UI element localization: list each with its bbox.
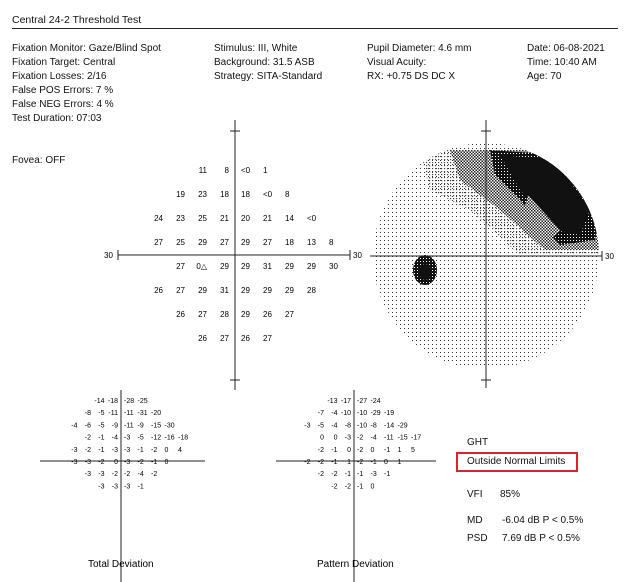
pattern-deviation-value: -19 xyxy=(384,410,395,418)
pattern-deviation-value: 5 xyxy=(411,446,415,454)
total-deviation-value: 4 xyxy=(178,446,182,454)
pattern-deviation-value: 1 xyxy=(347,459,351,466)
threshold-value: 23 xyxy=(176,214,185,223)
threshold-value: 8 xyxy=(285,190,290,199)
total-deviation-value: -20 xyxy=(151,410,162,418)
total-deviation-value: 0 xyxy=(114,459,118,466)
pattern-deviation-value: -2 xyxy=(357,446,364,454)
pattern-deviation-value: -1 xyxy=(357,471,364,479)
threshold-value: 19 xyxy=(176,190,185,199)
pattern-deviation-value: -11 xyxy=(384,434,394,442)
grayscale-axis-label: 30 xyxy=(605,252,614,261)
pattern-deviation-value: -1 xyxy=(331,459,338,466)
ght-result: Outside Normal Limits xyxy=(467,456,566,467)
threshold-value: 23 xyxy=(198,190,207,199)
strategy: Strategy: SITA-Standard xyxy=(214,71,323,82)
total-deviation-value: -12 xyxy=(151,434,162,442)
threshold-value: 0△ xyxy=(196,262,207,271)
pattern-deviation-plot xyxy=(276,390,436,582)
pattern-deviation-value: 0 xyxy=(320,434,324,442)
threshold-value: 29 xyxy=(241,310,250,319)
pattern-deviation-value: 0 xyxy=(347,446,351,454)
pattern-deviation-value: -3 xyxy=(304,422,311,430)
total-deviation-value: -3 xyxy=(71,446,78,454)
pattern-deviation-value: -4 xyxy=(331,410,338,418)
threshold-value: 27 xyxy=(220,334,229,343)
total-deviation-value: -9 xyxy=(137,422,144,430)
pattern-deviation-value: -4 xyxy=(331,422,338,430)
total-deviation-value: -3 xyxy=(84,471,91,479)
total-deviation-value: -2 xyxy=(98,459,105,466)
threshold-axis-label-left: 30 xyxy=(104,251,113,260)
pattern-deviation-value: 0 xyxy=(370,483,375,491)
total-deviation-value: -2 xyxy=(151,446,158,454)
threshold-value: 13 xyxy=(307,238,316,247)
total-deviation-value: -1 xyxy=(151,459,158,466)
pattern-deviation-values xyxy=(304,398,421,490)
threshold-value: <0 xyxy=(241,166,251,175)
total-deviation-value: -5 xyxy=(98,410,105,418)
pattern-deviation-value: 0 xyxy=(333,434,338,442)
total-deviation-value: -25 xyxy=(137,398,148,405)
background: Background: 31.5 ASB xyxy=(214,57,315,68)
threshold-plot xyxy=(104,120,362,390)
threshold-value: 31 xyxy=(263,262,272,271)
threshold-value: 27 xyxy=(263,334,272,343)
threshold-value: 29 xyxy=(241,238,250,247)
pattern-deviation-value: -2 xyxy=(357,434,364,442)
pattern-deviation-value: -13 xyxy=(327,398,338,405)
threshold-axis-label-right: 30 xyxy=(353,251,362,260)
threshold-value: 21 xyxy=(220,214,229,223)
pattern-deviation-value: -1 xyxy=(384,446,391,454)
total-deviation-value: -5 xyxy=(137,434,144,442)
total-deviation-value: -1 xyxy=(98,434,105,442)
total-deviation-value: -11 xyxy=(108,410,118,418)
total-deviation-value: -18 xyxy=(107,398,118,405)
fixation-losses: Fixation Losses: 2/16 xyxy=(12,71,107,82)
threshold-value: 27 xyxy=(198,310,207,319)
false-pos-errors: False POS Errors: 7 % xyxy=(12,85,114,96)
pattern-deviation-value: -2 xyxy=(331,471,338,479)
pattern-deviation-value: -3 xyxy=(370,471,377,479)
total-deviation-value: -1 xyxy=(137,446,144,454)
pattern-deviation-value: -29 xyxy=(370,410,381,418)
total-deviation-value: -28 xyxy=(124,398,135,405)
false-neg-errors: False NEG Errors: 4 % xyxy=(12,99,114,110)
total-deviation-value: -3 xyxy=(124,446,131,454)
threshold-value: 26 xyxy=(154,286,163,295)
pattern-deviation-value: -2 xyxy=(357,459,364,466)
total-deviation-value: -11 xyxy=(124,410,134,418)
pattern-deviation-value: 1 xyxy=(397,459,402,466)
pattern-deviation-value: -2 xyxy=(304,459,311,466)
threshold-value: 27 xyxy=(263,238,272,247)
total-deviation-value: -3 xyxy=(124,483,131,491)
fixation-monitor: Fixation Monitor: Gaze/Blind Spot xyxy=(12,43,161,54)
pattern-deviation-value: -2 xyxy=(344,483,351,491)
pattern-deviation-label: Pattern Deviation xyxy=(317,559,394,570)
test-duration: Test Duration: 07:03 xyxy=(12,113,102,124)
total-deviation-value: -2 xyxy=(111,471,118,479)
total-deviation-values xyxy=(71,398,188,490)
pattern-deviation-value: -2 xyxy=(317,471,324,479)
threshold-value: 28 xyxy=(307,286,316,295)
pattern-deviation-value: -1 xyxy=(384,471,391,479)
date: Date: 06-08-2021 xyxy=(527,43,605,54)
threshold-value: 26 xyxy=(241,334,250,343)
pattern-deviation-value: -14 xyxy=(384,422,395,430)
threshold-value: 29 xyxy=(285,262,294,271)
threshold-value: 26 xyxy=(263,310,272,319)
pattern-deviation-value: -2 xyxy=(317,446,324,454)
total-deviation-value: -3 xyxy=(71,459,78,466)
pattern-deviation-value: -2 xyxy=(331,483,338,491)
threshold-value: 29 xyxy=(241,262,250,271)
pattern-deviation-value: -8 xyxy=(344,422,351,430)
total-deviation-value: -1 xyxy=(137,483,144,491)
total-deviation-value: -3 xyxy=(84,459,91,466)
pattern-deviation-value: -24 xyxy=(370,398,381,405)
threshold-value: 29 xyxy=(263,286,272,295)
test-title: Central 24-2 Threshold Test xyxy=(12,14,142,26)
total-deviation-value: -3 xyxy=(111,483,118,491)
total-deviation-value: -11 xyxy=(124,422,134,430)
age: Age: 70 xyxy=(527,71,562,82)
pattern-deviation-value: -8 xyxy=(370,422,377,430)
pattern-deviation-value: -1 xyxy=(357,483,364,491)
pattern-deviation-value: 0 xyxy=(384,459,388,466)
pattern-deviation-value: -29 xyxy=(397,422,408,430)
total-deviation-value: -2 xyxy=(137,459,144,466)
total-deviation-plot xyxy=(40,390,205,582)
pupil-diameter: Pupil Diameter: 4.6 mm xyxy=(367,43,472,54)
pattern-deviation-value: -10 xyxy=(357,422,368,430)
total-deviation-value: -4 xyxy=(137,471,144,479)
threshold-value: 27 xyxy=(220,238,229,247)
total-deviation-value: -3 xyxy=(98,471,105,479)
vfi-label: VFI xyxy=(467,489,483,500)
total-deviation-value: 0 xyxy=(164,459,169,466)
pattern-deviation-value: -17 xyxy=(411,434,422,442)
ght-label: GHT xyxy=(467,437,489,448)
md-label: MD xyxy=(467,515,483,526)
psd-value: 7.69 dB P < 0.5% xyxy=(502,533,580,544)
total-deviation-value: -15 xyxy=(151,422,162,430)
pattern-deviation-value: -1 xyxy=(344,471,351,479)
pattern-deviation-value: -1 xyxy=(331,446,338,454)
threshold-value: 14 xyxy=(285,214,294,223)
pattern-deviation-value: 1 xyxy=(397,446,402,454)
threshold-value: 31 xyxy=(220,286,229,295)
pattern-deviation-value: -15 xyxy=(397,434,408,442)
pattern-deviation-value: -17 xyxy=(340,398,351,405)
pattern-deviation-value: -10 xyxy=(340,410,351,418)
total-deviation-value: -14 xyxy=(94,398,105,405)
threshold-value: 29 xyxy=(241,286,250,295)
psd-label: PSD xyxy=(467,533,488,544)
total-deviation-value: -3 xyxy=(98,483,105,491)
threshold-value: 27 xyxy=(176,286,185,295)
pattern-deviation-value: -3 xyxy=(344,434,351,442)
stimulus: Stimulus: III, White xyxy=(214,43,298,54)
pattern-deviation-value: -4 xyxy=(370,434,377,442)
total-deviation-value: -18 xyxy=(178,434,189,442)
fixation-target: Fixation Target: Central xyxy=(12,57,116,68)
total-deviation-label: Total Deviation xyxy=(88,559,154,570)
threshold-value: 8 xyxy=(224,166,229,175)
threshold-value: 18 xyxy=(241,190,250,199)
threshold-value: <0 xyxy=(263,190,273,199)
total-deviation-value: -9 xyxy=(111,422,118,430)
vfi-value: 85% xyxy=(500,489,521,500)
threshold-value: 27 xyxy=(285,310,294,319)
threshold-value: 29 xyxy=(220,262,229,271)
fovea: Fovea: OFF xyxy=(12,155,66,166)
threshold-value: 11 xyxy=(198,166,207,175)
threshold-value: 28 xyxy=(220,310,229,319)
grayscale-plot xyxy=(370,120,614,388)
threshold-value: 21 xyxy=(263,214,272,223)
threshold-value: 29 xyxy=(307,262,316,271)
total-deviation-value: -2 xyxy=(151,471,158,479)
pattern-deviation-value: -5 xyxy=(317,422,324,430)
threshold-value: 18 xyxy=(220,190,229,199)
md-value: -6.04 dB P < 0.5% xyxy=(502,515,584,526)
total-deviation-value: -3 xyxy=(124,434,131,442)
total-deviation-value: -3 xyxy=(124,459,131,466)
total-deviation-value: -6 xyxy=(84,422,91,430)
threshold-value: 20 xyxy=(241,214,250,223)
threshold-value: <0 xyxy=(307,214,317,223)
total-deviation-value: 0 xyxy=(164,446,169,454)
total-deviation-value: -1 xyxy=(98,446,105,454)
threshold-value: 30 xyxy=(329,262,338,271)
visual-acuity: Visual Acuity: xyxy=(367,57,427,68)
pattern-deviation-value: -2 xyxy=(317,459,324,466)
pattern-deviation-value: -10 xyxy=(357,410,368,418)
total-deviation-value: -8 xyxy=(84,410,91,418)
threshold-value: 26 xyxy=(198,334,207,343)
pattern-deviation-value: 0 xyxy=(370,446,375,454)
threshold-value: 25 xyxy=(198,214,207,223)
pattern-deviation-value: -7 xyxy=(317,410,324,418)
threshold-value: 29 xyxy=(198,286,207,295)
threshold-value: 8 xyxy=(329,238,334,247)
total-deviation-value: -31 xyxy=(137,410,148,418)
threshold-value: 25 xyxy=(176,238,185,247)
threshold-value: 29 xyxy=(198,238,207,247)
total-deviation-value: -5 xyxy=(98,422,105,430)
threshold-value: 24 xyxy=(154,214,163,223)
total-deviation-value: -30 xyxy=(164,422,175,430)
total-deviation-value: -4 xyxy=(71,422,78,430)
threshold-value: 27 xyxy=(154,238,163,247)
time: Time: 10:40 AM xyxy=(527,57,597,68)
total-deviation-value: -2 xyxy=(124,471,131,479)
threshold-value: 18 xyxy=(285,238,294,247)
total-deviation-value: -3 xyxy=(111,446,118,454)
threshold-value: 27 xyxy=(176,262,185,271)
total-deviation-value: -16 xyxy=(164,434,175,442)
total-deviation-value: -2 xyxy=(84,446,91,454)
threshold-value: 1 xyxy=(263,166,268,175)
threshold-value: 26 xyxy=(176,310,185,319)
total-deviation-value: -4 xyxy=(111,434,118,442)
threshold-value: 29 xyxy=(285,286,294,295)
pattern-deviation-value: -1 xyxy=(370,459,377,466)
total-deviation-value: -2 xyxy=(84,434,91,442)
pattern-deviation-value: -27 xyxy=(357,398,368,405)
rx: RX: +0.75 DS DC X xyxy=(367,71,456,82)
